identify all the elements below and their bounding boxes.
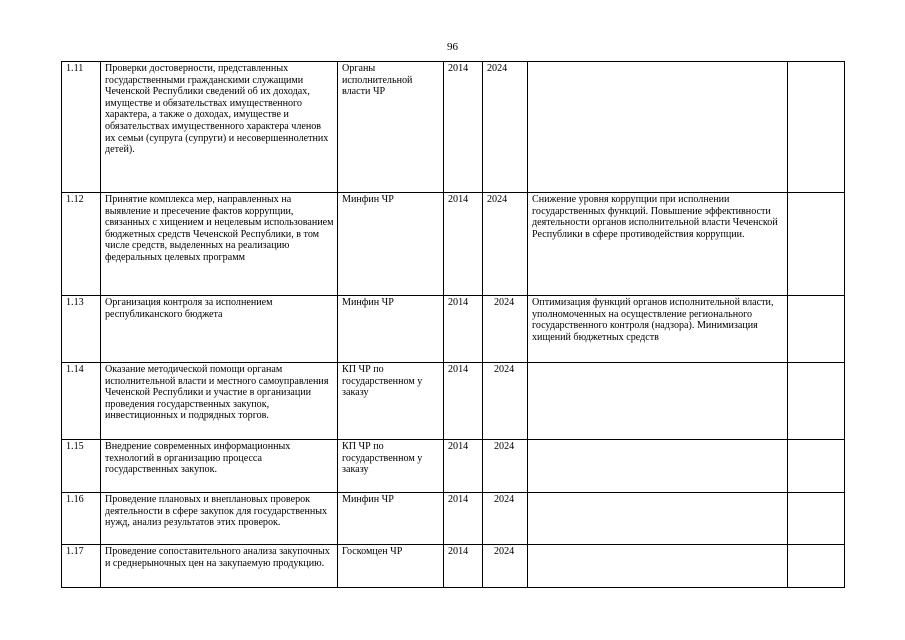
table-row: [62, 545, 845, 588]
note-cell: [788, 62, 845, 193]
row-number: 1.17: [62, 545, 101, 588]
row-number: 1.13: [62, 296, 101, 363]
row-number: 1.15: [62, 440, 101, 493]
action-cell: Организация контроля за исполнением республиканского бюджета: [101, 296, 338, 363]
table-row: [62, 363, 845, 440]
action-cell: Принятие комплекса мер, направленных на выявление и пресечение фактов коррупции, связанных с хищением и нецелевым использованием бюджетных средств Чеченской Республики, в том числе средств, выделенных на реализацию федеральных целевых программ: [101, 193, 338, 296]
action-cell: Проведение сопоставительного анализа закупочных и среднерыночных цен на закупаемую продукцию.: [101, 545, 338, 588]
executor-cell: КП ЧР по государственном у заказу: [338, 363, 444, 440]
start-year-cell: 2014: [444, 193, 483, 296]
executor-cell: Госкомцен ЧР: [338, 545, 444, 588]
action-cell: Оказание методической помощи органам исполнительной власти и местного самоуправления Чеченской Республики и участие в организации проведения государственных закупок, инвестиционных и подрядных торгов.: [101, 363, 338, 440]
note-cell: [788, 296, 845, 363]
end-year-cell: 2024: [483, 62, 528, 193]
executor-cell: Органы исполнительной власти ЧР: [338, 62, 444, 193]
result-cell: [528, 493, 788, 545]
executor-cell: Минфин ЧР: [338, 493, 444, 545]
start-year-cell: 2014: [444, 363, 483, 440]
action-cell: Внедрение современных информационных технологий в организацию процесса государственных закупок.: [101, 440, 338, 493]
start-year-cell: 2014: [444, 440, 483, 493]
end-year-cell: 2024: [483, 545, 528, 588]
row-number: 1.14: [62, 363, 101, 440]
end-year-cell: 2024: [483, 193, 528, 296]
result-cell: Оптимизация функций органов исполнительной власти, уполномоченных на осуществление регионального государственного контроля (надзора). Минимизация хищений бюджетных средств: [528, 296, 788, 363]
executor-cell: Минфин ЧР: [338, 193, 444, 296]
anticorruption-plan-table: [61, 61, 845, 588]
result-cell: [528, 545, 788, 588]
row-number: 1.12: [62, 193, 101, 296]
note-cell: [788, 493, 845, 545]
row-number: 1.11: [62, 62, 101, 193]
end-year-cell: 2024: [483, 363, 528, 440]
note-cell: [788, 193, 845, 296]
note-cell: [788, 363, 845, 440]
start-year-cell: 2014: [444, 296, 483, 363]
table-row: [62, 440, 845, 493]
action-cell: Проведение плановых и внеплановых проверок деятельности в сфере закупок для государственных нужд, анализ результатов этих проверок.: [101, 493, 338, 545]
end-year-cell: 2024: [483, 296, 528, 363]
table-row: [62, 296, 845, 363]
result-cell: Снижение уровня коррупции при исполнении государственных функций. Повышение эффективности деятельности органов исполнительной власти Чеченской Республики в сфере противодействия коррупции.: [528, 193, 788, 296]
start-year-cell: 2014: [444, 493, 483, 545]
row-number: 1.16: [62, 493, 101, 545]
result-cell: [528, 62, 788, 193]
end-year-cell: 2024: [483, 493, 528, 545]
start-year-cell: 2014: [444, 62, 483, 193]
table-row: [62, 62, 845, 193]
note-cell: [788, 545, 845, 588]
action-cell: Проверки достоверности, представленных государственными гражданскими служащими Чеченской Республики сведений об их доходах, имуществе и обязательствах имущественного характера, а также о доходах, имуществе и обязательствах имущественного характера членов их семьи (супруга (супруги) и несовершеннолетних детей).: [101, 62, 338, 193]
result-cell: [528, 363, 788, 440]
table-row: [62, 493, 845, 545]
executor-cell: КП ЧР по государственном у заказу: [338, 440, 444, 493]
table-row: [62, 193, 845, 296]
note-cell: [788, 440, 845, 493]
result-cell: [528, 440, 788, 493]
page-number: 96: [447, 41, 458, 53]
executor-cell: Минфин ЧР: [338, 296, 444, 363]
end-year-cell: 2024: [483, 440, 528, 493]
start-year-cell: 2014: [444, 545, 483, 588]
